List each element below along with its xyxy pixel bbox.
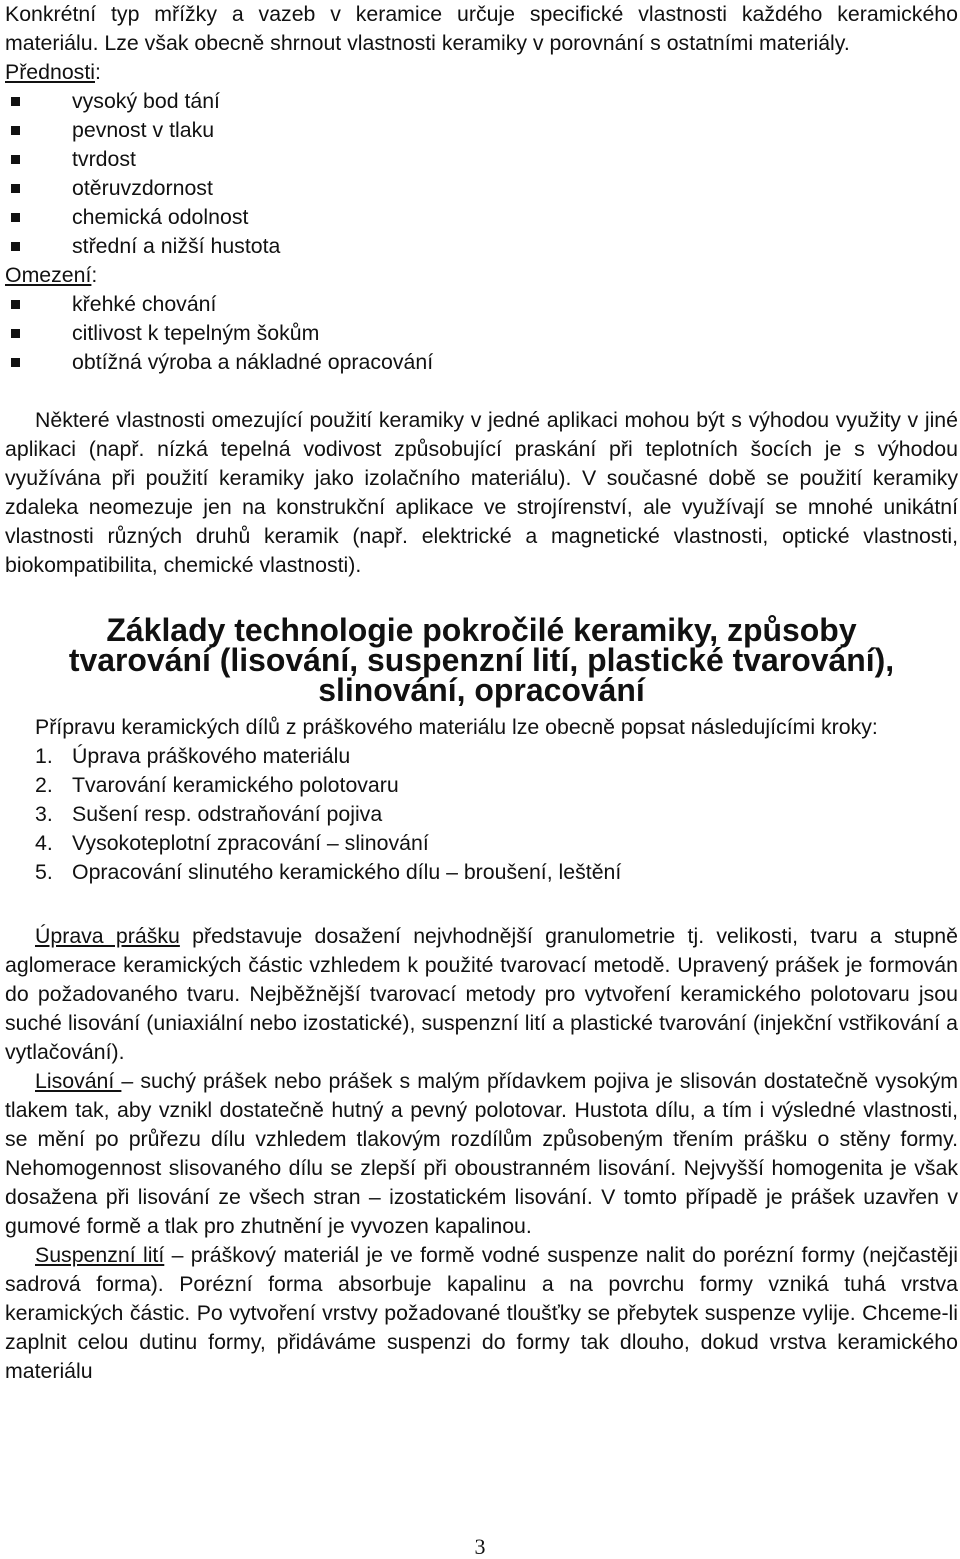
spacer <box>5 580 958 615</box>
square-bullet-icon <box>11 213 20 222</box>
list-item: střední a nižší hustota <box>5 232 958 261</box>
section-title: Základy technologie pokročilé keramiky, způsoby tvarování (lisování, suspenzní lití, plastické tvarování), slinování, opracování <box>68 612 895 708</box>
square-bullet-icon <box>11 97 20 106</box>
list-item: 3. Sušení resp. odstraňování pojiva <box>35 802 383 826</box>
advantages-heading <box>5 60 101 84</box>
list-item: pevnost v tlaku <box>5 116 958 145</box>
slip-casting-paragraph: Suspenzní lití – práškový materiál je ve formě vodné suspenze nalit do porézní formy (nejčastěji sadrová forma). Porézní forma absorbuje kapalinu a na povrchu formy vzniká tuhá vrstva keramických částic. Po vytvoření vrstvy požadované tloušťky se přebytek suspenze vylije. Chceme-li zaplnit celou dutinu formy, přidáváme suspenzi do formy tak dlouho, dokud vrstva keramického materiálu <box>5 1243 959 1383</box>
list-item: vysoký bod tání <box>5 87 958 116</box>
spacer <box>5 377 958 406</box>
steps-intro: Přípravu keramických dílů z práškového materiálu lze obecně popsat následujícími kroky: <box>35 715 878 739</box>
slip-casting-term: Suspenzní lití <box>35 1243 165 1267</box>
page-number: 3 <box>474 1534 486 1559</box>
pressing-paragraph: Lisování – suchý prášek nebo prášek s malým přídavkem pojiva je slisován dostatečně vysokým tlakem tak, aby vznikl dostatečně hutný a pevný polotovar. Hustota dílu, a tím i výsledné vlastnosti, se mění po průřezu dílu vzhledem tlakovým rozdílům způsobeným třením prášku o stěny formy. Nehomogennost slisovaného dílu se zlepší při oboustranném lisování. Nejvyšší homogenita je však dosažena při lisování ze všech stran – izostatickém lisování. V tomto případě je prášek uzavřen v gumové formě a tlak pro zhutnění je vyvozen kapalinou. <box>5 1069 958 1238</box>
powder-prep-term: Úprava prášku <box>35 924 180 948</box>
list-item: obtížná výroba a nákladné opracování <box>5 348 958 377</box>
square-bullet-icon <box>11 300 20 309</box>
limitations-suffix: : <box>91 263 98 287</box>
list-item: 2. Tvarování keramického polotovaru <box>35 773 399 797</box>
powder-prep-paragraph: Úprava prášku představuje dosažení nejvhodnější granulometrie tj. velikosti, tvaru a stupně aglomerace keramických částic vzhledem k použité tvarovací metodě. Upravený prášek je formován do požadovaného tvaru. Nejběžnější tvarovací metody pro vytvoření keramického polotovaru jsou suché lisování (uniaxiální nebo izostatické), suspenzní lití a plastické tvarování (injekční vstřikování a vytlačování). <box>5 924 958 1064</box>
advantages-list <box>5 87 958 261</box>
list-item: otěruvzdornost <box>5 174 958 203</box>
properties-paragraph: Některé vlastnosti omezující použití keramiky v jedné aplikaci mohou být s výhodou využity v jiné aplikaci (např. nízká tepelná vodivost způsobující praskání při teplotních šocích je s výhodou využívána při použití keramiky jako izolačního materiálu). V současné době se použití keramiky zdaleka neomezuje jen na konstrukční aplikace ve strojírenství, ale využívají se mnohé unikátní vlastnosti různých druhů keramik (např. elektrické a magnetické vlastnosti, optické vlastnosti, biokompatibilita, chemické vlastnosti). <box>5 408 958 577</box>
advantages-section <box>5 58 958 261</box>
list-item: 5. Opracování slinutého keramického dílu – broušení, leštění <box>35 860 622 884</box>
square-bullet-icon <box>11 329 20 338</box>
list-item: chemická odolnost <box>5 203 958 232</box>
document-page <box>5 0 958 1386</box>
square-bullet-icon <box>11 184 20 193</box>
spacer <box>5 887 958 922</box>
list-item: 1. Úprava práškového materiálu <box>35 744 351 768</box>
limitations-section <box>5 261 958 377</box>
square-bullet-icon <box>11 242 20 251</box>
intro-paragraph: Konkrétní typ mřížky a vazeb v keramice určuje specifické vlastnosti každého keramického materiálu. Lze však obecně shrnout vlastnosti keramiky v porovnání s ostatními materiály. <box>5 2 958 55</box>
list-item: citlivost k tepelným šokům <box>5 319 958 348</box>
list-item: křehké chování <box>5 290 958 319</box>
list-item: tvrdost <box>5 145 958 174</box>
square-bullet-icon <box>11 358 20 367</box>
square-bullet-icon <box>11 126 20 135</box>
limitations-list <box>5 290 958 377</box>
advantages-label: Přednosti <box>5 60 95 84</box>
advantages-suffix: : <box>94 60 101 84</box>
steps-list <box>5 742 958 887</box>
limitations-label: Omezení <box>5 263 92 287</box>
limitations-heading <box>5 263 97 287</box>
list-item: 4. Vysokoteplotní zpracování – slinování <box>35 831 429 855</box>
pressing-term: Lisování <box>35 1069 122 1093</box>
square-bullet-icon <box>11 155 20 164</box>
